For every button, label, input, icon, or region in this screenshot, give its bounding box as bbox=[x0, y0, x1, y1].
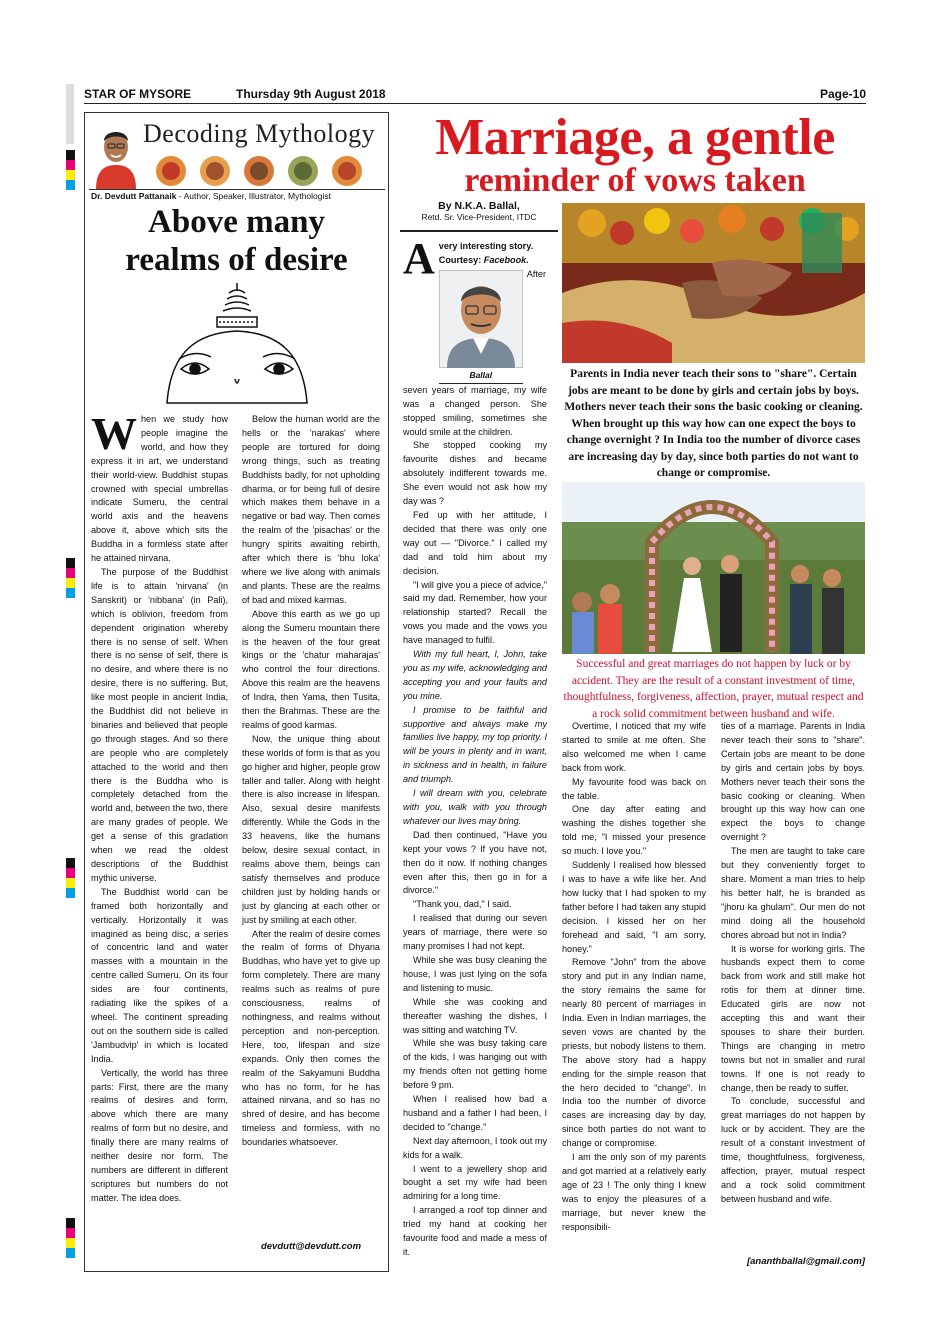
vow-text: I promise to be faithful and supportive and always make my families live happy, my top priority. I will be yours in plenty and in want, in sickness and in health, in failure and triumph. bbox=[403, 704, 547, 785]
caption-top-photo: Parents in India never teach their sons to "share". Certain jobs are meant to be done by girls and certain jobs by boys. Mothers never teach their sons the basic cooking or cleaning. When brought up this way how can one expect the boys to change overnight ? In India too the number of divorce cases are increasing day by day, since both parties do not want to change or compromise. bbox=[564, 368, 863, 479]
vow-text: I will dream with you, celebrate with you, walk with you through whatever our lives may bring. bbox=[403, 788, 547, 826]
left-col2-para: Below the human world are the hells or the 'narakas' where people are tortured for doing wrong things, such as treating Buddhists badly, for not upholding dharma, or for being full of desire which makes them behave in a negative or bad way. Then comes the realm of the 'pisachas' or the hungry spirits awaiting rebirth, after which there is 'bhu loka' where we live along with animals and plants. These are the realms of bad and mixed karmas. bbox=[242, 414, 380, 605]
right-col1-para: While she was busy taking care of the kids, I was hanging out with my friends often not getting home before 9 pm. bbox=[403, 1038, 547, 1091]
left-col2-para: Now, the unique thing about these worlds of form is that as you go higher and higher, people grow taller and taller. Along with height there is also increase in lifespan. Also, sexual desire manifests differently. While the Gods in the 33 heavens, like the humans below, desire sexual contact, in realms above them, beings can satisfy themselves and produce children just by holding hands or just by glancing at each other or just by smiling at each other. bbox=[242, 733, 380, 925]
ballal-photo-block bbox=[439, 270, 523, 382]
masthead bbox=[84, 86, 866, 104]
page-number: Page-10 bbox=[819, 87, 866, 101]
right-col1-para: While she was busy cleaning the house, I was just lying on the sofa and listening to music. bbox=[403, 954, 547, 993]
right-byline bbox=[400, 200, 558, 222]
registration-marks-mid bbox=[66, 558, 75, 598]
right-col1-para: I arranged a roof top dinner and tried my hand at cooking her favourite food and made a mess of it. bbox=[403, 1205, 547, 1257]
right-col2-para: Remove "John" from the above story and put in any Indian name, the story remains the same for nearly 80 percent of marriages in India. Even in Indian marriages, the seven vows are chanted by the priests, but nobody listens to them. The above story had a happy ending for the simple reason that the hero decided to "change". In India too the number of divorce cases are increasing day by day, since both parties do not want to change or compromise. bbox=[562, 957, 706, 1149]
left-dropcap: W bbox=[91, 413, 137, 459]
right-col1-para: I realised that during our seven years of marriage, there were so many promises I had not kept. bbox=[403, 913, 547, 952]
byline-name: By N.K.A. Ballal, bbox=[438, 200, 520, 212]
left-col1-para: The Buddhist world can be framed both horizontally and vertically. Horizontally it was imagined as being disc, a series of concentric land and water masses with a mountain in the centre called Sumeru. On its four sides are four continents, radiating like the spikes of a wheel. The continent spreading out on the southern side is called 'Jambudvip' in which is located India. bbox=[91, 886, 228, 1064]
byline-title: Retd. Sr. Vice-President, ITDC bbox=[421, 212, 537, 222]
left-col2-para: After the realm of desire comes the realm of forms of Dhyana Buddhas, who have yet to give up form completely. There are many realms such as realms of pure consciousness, realms of nothingness, and realms without perception and non-perception. Here, too, lifespan and size expands. Only then comes the realm of the Sakyamuni Buddha who has no form, for he has attained nirvana, and so has no shred of desire, and has become timeless and formless, with no boundaries whatsoever. bbox=[242, 928, 380, 1148]
registration-marks-low bbox=[66, 858, 75, 898]
column-title: Decoding Mythology bbox=[143, 119, 376, 148]
vow-text: With my full heart, I, John, take you as my wife, acknowledging and accepting you and your faults and you mine. bbox=[403, 649, 547, 701]
wedding-hands-photo bbox=[562, 203, 865, 363]
right-headline-line2: reminder of vows taken bbox=[464, 162, 806, 199]
right-col1-para: Next day afternoon, I took out my kids for a walk. bbox=[403, 1135, 547, 1160]
right-col1-para: I went to a jewellery shop and bought a set my wife had been admiring for a long time. bbox=[403, 1163, 547, 1202]
left-headline bbox=[85, 203, 388, 279]
left-article-col1 bbox=[91, 413, 228, 1265]
registration-marks-bottom bbox=[66, 1218, 75, 1258]
right-col1-para: Dad then continued, "Have you kept your vows ? If you have not, then do it now. If nothing changes even after this, then go in for a divorce." bbox=[403, 829, 547, 896]
right-dropcap: A bbox=[403, 240, 435, 283]
right-col2-para: Suddenly I realised how blessed I was to have a wife like her. And how lucky that I had spoken to my father before I had taken any stupid decision. I kissed her on her forehead and said, "I am sorry, honey." bbox=[562, 860, 706, 954]
author-photo bbox=[91, 117, 141, 189]
left-col1-para: The purpose of the Buddhist life is to attain 'nirvana' (in Sanskrit) or 'nibbana' (in Pali), which is oblivion, freedom from dependent origination whereby there is no sense of self. When there is no sense of self, there is no desire, and where there is no desire, there is no suffering. But, like most people in ancient India, the Buddhist did not believe in binaries and believed that people go through stages. And so there are people who are completely attached to the world and then there is the Buddha who is completely detached from the world and, between the two, there are many grades of people. We get a sense of this gradation when we read the oldest descriptions of the Buddhist mythic universe. bbox=[91, 566, 228, 883]
caption-outdoor-photo: Successful and great marriages do not happen by luck or by accident. They are the result of a constant investment of time, thoughtfulness, forgiveness, affection, prayer, mutual respect and a rock solid commitment between husband and wife. bbox=[563, 658, 864, 720]
right-article-col1 bbox=[403, 240, 547, 1270]
right-col2-para: I am the only son of my parents and got married at a relatively early age of 23 ! The only thing I knew was to enjoy the pleasures of a marriage, but never knew the responsibili- bbox=[562, 1152, 706, 1232]
right-col1-para: She stopped cooking my favourite dishes and became absolutely indifferent towards me. She even would not ask how my day was ? bbox=[403, 440, 547, 507]
right-col3-para: To conclude, successful and great marriages do not happen by luck or by accident. They are the result of a constant investment of time, thoughtfulness, forgiveness, affection, prayer, mutual respect and a rock solid commitment between husband and wife. bbox=[721, 1096, 865, 1204]
registration-marks-top bbox=[66, 150, 75, 190]
column-author-role: - Author, Speaker, Illustrator, Mythologist bbox=[176, 191, 331, 201]
right-col2-para: Overtime, I noticed that my wife started to smile at me often. She also welcomed me when I came back from work. bbox=[562, 721, 706, 773]
left-article-col2 bbox=[242, 413, 380, 1251]
paper-name: STAR OF MYSORE bbox=[84, 87, 192, 101]
right-headline-line1: Marriage, a gentle bbox=[435, 109, 835, 166]
left-headline-line1: Above many bbox=[148, 204, 325, 240]
right-col3-para: The men are taught to take care but they conveniently forget to share. Moment a man tries to help his better half, he is branded as "jhoru ka ghulam". Our men do not mind doing all the household chores abroad but not in India? bbox=[721, 846, 865, 940]
deity-faces-strip bbox=[151, 153, 381, 189]
right-article-col2 bbox=[562, 720, 706, 1272]
left-col2-para: Above this earth as we go up along the Sumeru mountain there is the heaven of the four great kings or the 'chatur maharajas' who control the four directions. Above this realm are the heavens of Indra, then Yama, then Tusita, then the Brahmas. These are the realms of good karmas. bbox=[242, 608, 380, 730]
left-headline-line2: realms of desire bbox=[125, 242, 348, 278]
right-col3-para: ties of a marriage. Parents in India never teach their sons to "share". Certain jobs are meant to be done by girls and certain jobs by boys. Mothers never teach their sons the basic cooking or cleaning. When brought up this way how can one expect the boys to change overnight ? bbox=[721, 721, 865, 843]
lead-italic: Facebook. bbox=[483, 254, 529, 265]
issue-date: Thursday 9th August 2018 bbox=[236, 87, 386, 101]
right-col1-para: Fed up with her attitude, I decided that there was only one way out — "Divorce." I called my dad and told him about my decision. bbox=[403, 509, 547, 576]
mythology-column-box bbox=[84, 112, 389, 1272]
right-col1-para: "Thank you, dad," I said. bbox=[413, 899, 512, 910]
left-col1-para: Vertically, the world has three parts: First, there are the many realms of desires and form, above which there are many realms of form but no desire, and finally there are many realms of neither desire nor form. The numbers are different in different scriptures but numbers do not matter. The idea does. bbox=[91, 1067, 228, 1203]
left-signoff: devdutt@devdutt.com bbox=[260, 1241, 362, 1252]
right-signoff: [ananthballal@gmail.com] bbox=[746, 1256, 865, 1267]
column-byline bbox=[91, 191, 331, 201]
right-col1-para: "I will give you a piece of advice," said my dad. Remember, how your relationship started? Recall the vows you made and the vows you have managed to fulfil. bbox=[403, 579, 547, 646]
header-divider bbox=[89, 189, 385, 190]
right-col2-para: My favourite food was back on the table. bbox=[562, 776, 706, 801]
outdoor-wedding-photo bbox=[562, 482, 865, 654]
lead-bold-courtesy: Courtesy: bbox=[438, 254, 484, 265]
stupa-illustration bbox=[147, 281, 327, 411]
column-author: Dr. Devdutt Pattanaik bbox=[91, 191, 177, 201]
ballal-caption: Ballal bbox=[439, 369, 523, 384]
ballal-photo bbox=[439, 270, 523, 368]
right-col1-para: When I realised how bad a husband and a father I had been, I decided to "change." bbox=[403, 1094, 547, 1132]
right-article-col3 bbox=[721, 720, 865, 1260]
right-col1-para: While she was cooking and thereafter washing the dishes, I was sitting and watching TV. bbox=[403, 996, 547, 1035]
byline-rule bbox=[400, 230, 558, 232]
right-col2-para: One day after eating and washing the dishes together she told me, "I missed your presence so much. I love you." bbox=[562, 804, 706, 857]
lead-bold: very interesting story. bbox=[438, 241, 534, 251]
lead-text: After seven years of marriage, my wife was a changed person. She stopped smiling, sometimes she would smile at the children. bbox=[403, 268, 547, 437]
gray-bar bbox=[66, 84, 74, 144]
right-col3-para: It is worse for working girls. The husbands expect them to come back from work and still make hot rotis for them at dinner time. Educated girls are now not accepting this and want their spouses to share their burden. Things are changing in metro towns but not in smaller and rural towns. If one is not ready to change, then be ready to suffer. bbox=[721, 943, 865, 1093]
left-col1-para: hen we study how people imagine the world, and how they express it in art, we understand their world-view. Buddhist stupas crowned with special umbrellas indicate Sumeru, the central world axis and the heavens above it, above which sits the Buddha in a formless state after he attained nirvana. bbox=[91, 414, 228, 564]
